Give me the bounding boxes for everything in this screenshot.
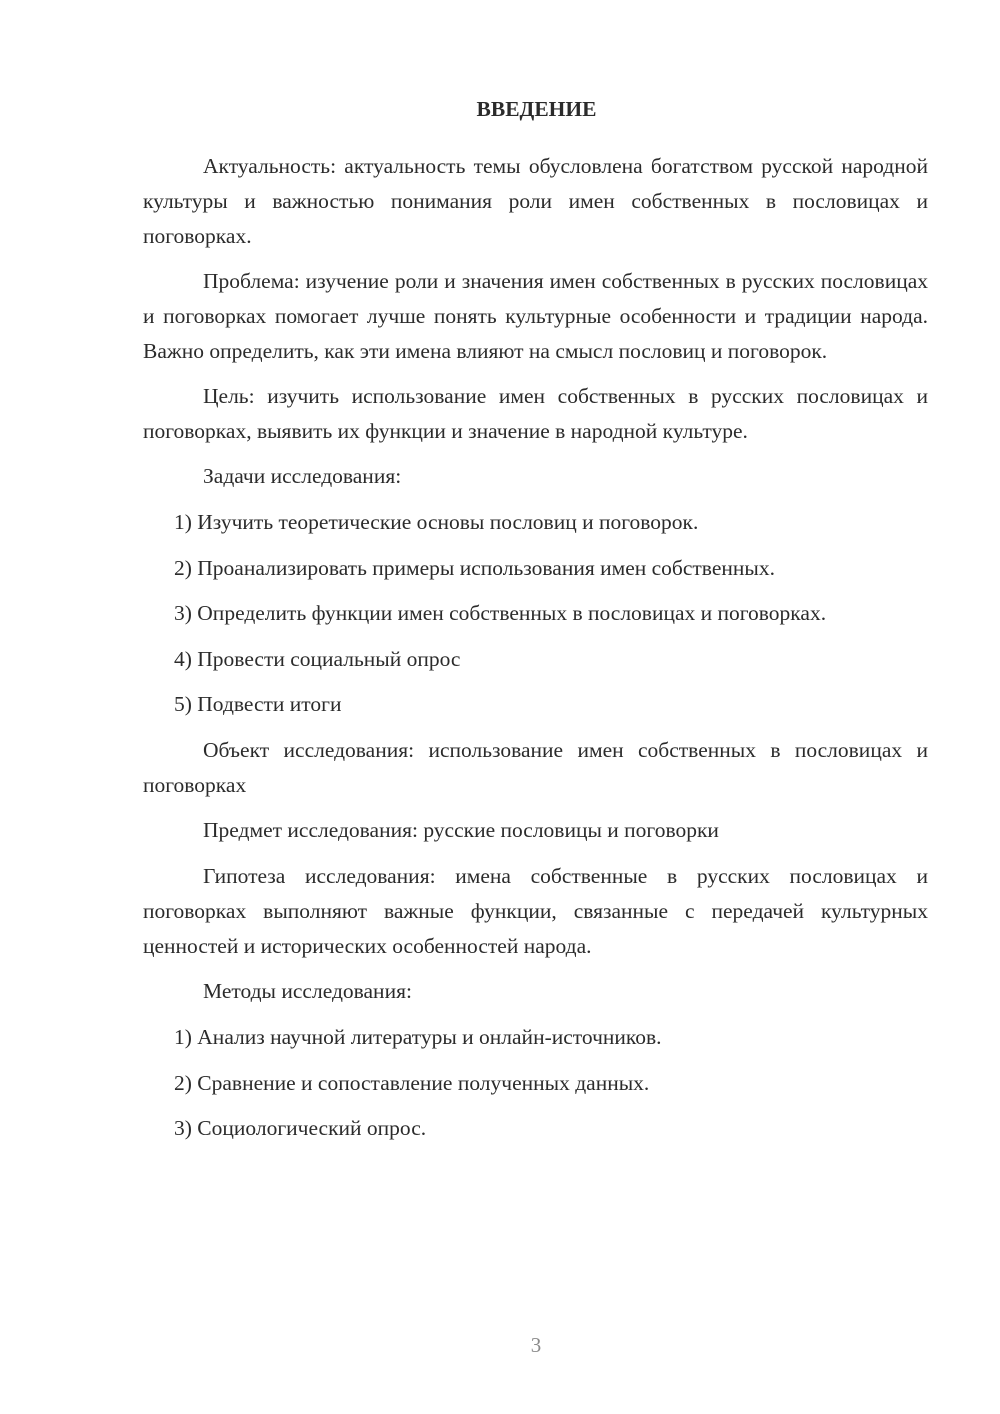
relevance-paragraph: Актуальность: актуальность темы обусловлена богатством русской народной культуры и важностью понимания роли имен собственных в пословицах и поговорках. (143, 154, 928, 248)
method-item: 3) Социологический опрос. (174, 1116, 427, 1141)
methods-heading: Методы исследования: (203, 978, 412, 1003)
task-item: 5) Подвести итоги (174, 692, 342, 717)
hypothesis-paragraph: Гипотеза исследования: имена собственные в русских пословицах и поговорках выполняют важные функции, связанные с передачей культурных ценностей и исторических особенностей народа. (143, 863, 928, 958)
page-title: ВВЕДЕНИЕ (476, 97, 597, 121)
problem-paragraph: Проблема: изучение роли и значения имен собственных в русских пословицах и поговорках помогает лучше понять культурные особенности и традиции народа. Важно определить, как эти имена влияют на смысл пословиц и поговорок. (143, 269, 928, 363)
page-number: 3 (530, 1333, 542, 1357)
goal-paragraph: Цель: изучить использование имен собственных в русских пословицах и поговорках, выявить их функции и значение в народной культуре. (143, 384, 928, 443)
tasks-heading: Задачи исследования: (203, 464, 402, 488)
method-item: 2) Сравнение и сопоставление полученных данных. (174, 1070, 650, 1095)
task-item: 3) Определить функции имен собственных в пословицах и поговорках. (174, 601, 827, 626)
task-item: 2) Проанализировать примеры использования имен собственных. (174, 555, 775, 580)
document-page (143, 92, 928, 1157)
object-paragraph: Объект исследования: использование имен собственных в пословицах и поговорках (143, 737, 928, 797)
method-item: 1) Анализ научной литературы и онлайн-источников. (174, 1024, 662, 1049)
task-item: 1) Изучить теоретические основы пословиц и поговорок. (174, 510, 699, 534)
task-item: 4) Провести социальный опрос (174, 646, 461, 671)
subject-paragraph: Предмет исследования: русские пословицы и поговорки (203, 817, 719, 842)
